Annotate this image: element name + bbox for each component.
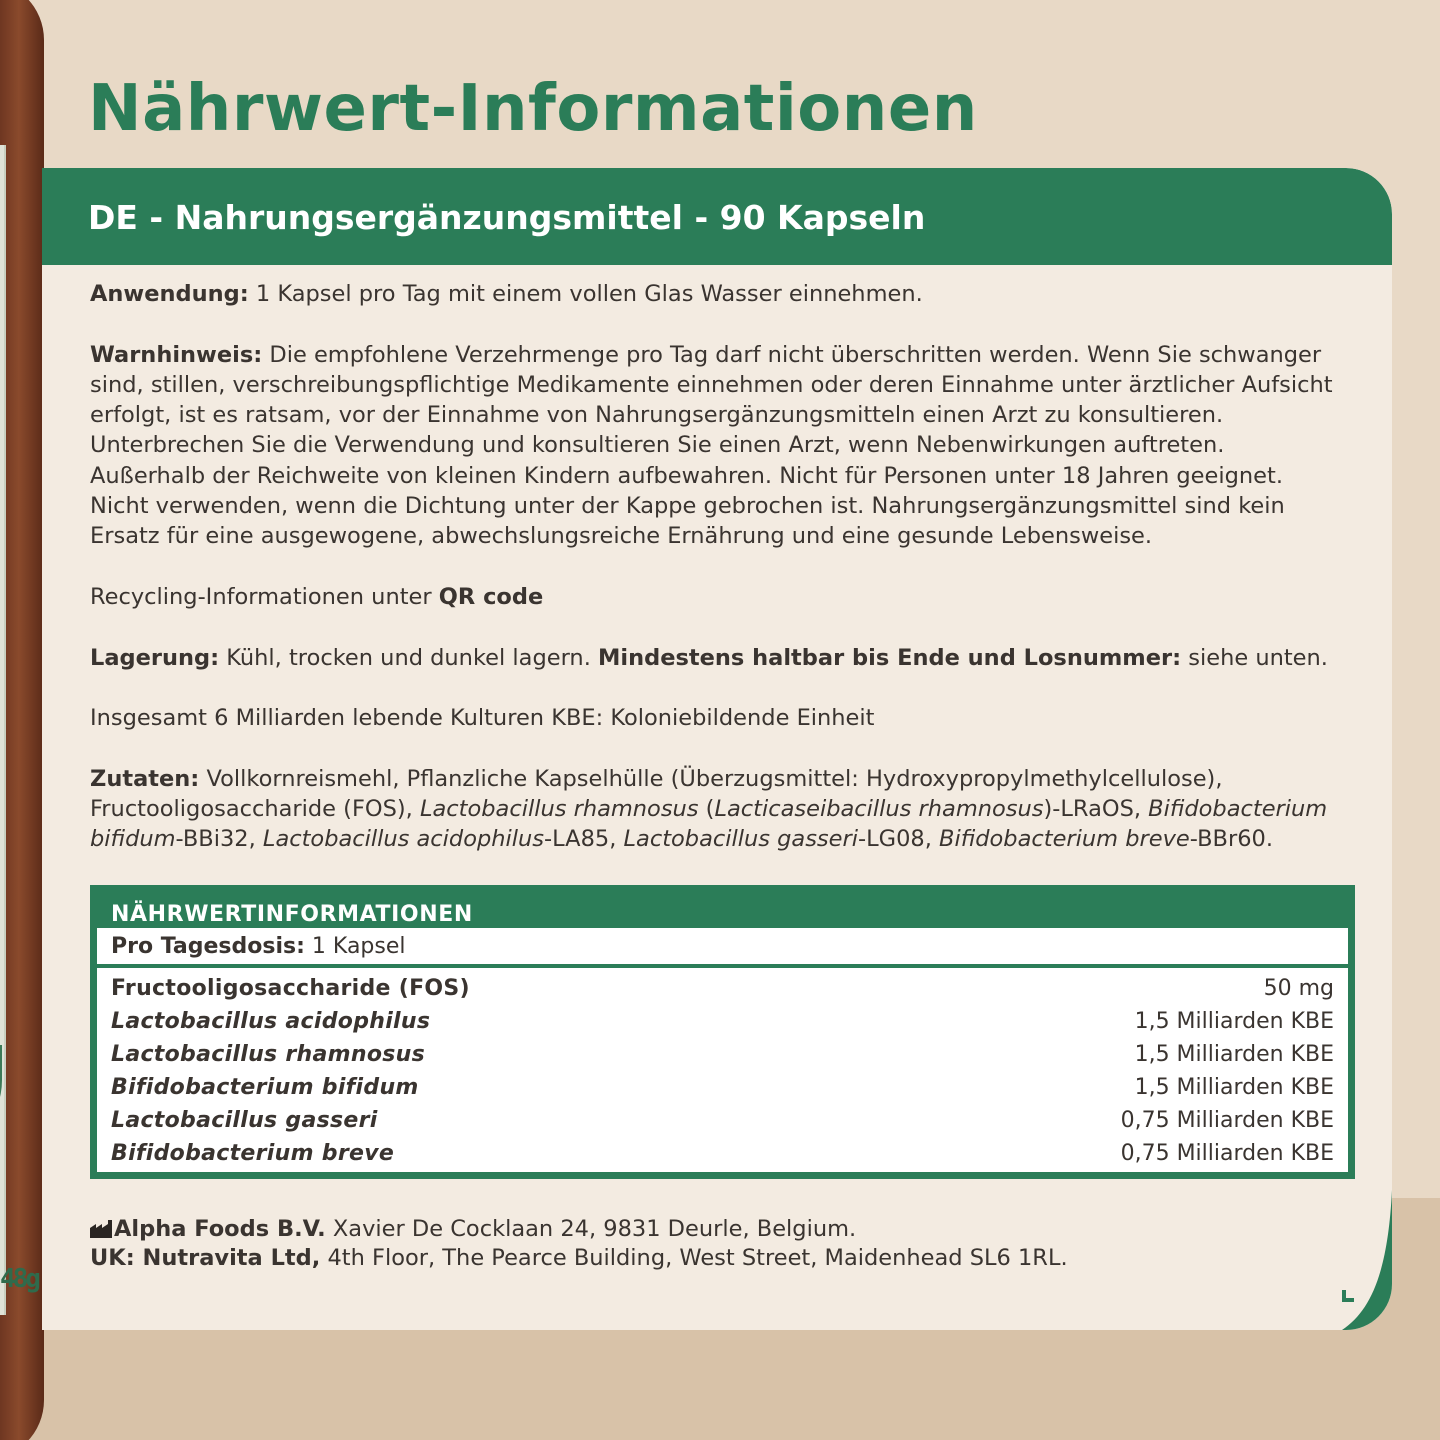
zutaten-text: -BBi32, [175, 826, 263, 853]
zutaten-text: -BBr60. [1189, 826, 1274, 853]
nutrient-value: 0,75 Milliarden KBE [1120, 1140, 1334, 1166]
table-row [111, 972, 1334, 1005]
serving-label: Pro Tagesdosis: [111, 933, 305, 959]
nutrient-value: 50 mg [1263, 975, 1334, 1001]
anwendung-paragraph [90, 279, 1346, 309]
arrow-icon [1340, 1282, 1362, 1304]
zutaten-paragraph [90, 764, 1346, 855]
zutaten-text: -LA85, [544, 826, 624, 853]
zutaten-species: Lactobacillus acidophilus [262, 826, 545, 853]
uk-address: 4th Floor, The Pearce Building, West Street, Maidenhead SL6 1RL. [320, 1244, 1068, 1271]
lagerung-text: Kühl, trocken und dunkel lagern. [219, 644, 598, 671]
table-row [111, 1104, 1334, 1137]
zutaten-species: Lactobacillus rhamnosus [419, 796, 699, 823]
table-row [111, 1137, 1334, 1170]
zutaten-species: Bifidobacterium breve [939, 826, 1190, 853]
table-row [111, 1038, 1334, 1071]
bottle-label [0, 145, 6, 1315]
zutaten-text: ( [698, 796, 715, 823]
warn-text: Die empfohlene Verzehrmenge pro Tag darf nicht überschritten werden. Wenn Sie schwanger sind, stillen, verschreibungspflichtige Medikamente einnehmen oder deren Einnahme unter ärztlicher Aufsicht erfolgt, ist es ratsam, vor der Einnahme von Nahrungsergänzungsmitteln einen Arzt zu konsultieren. Unterbrechen Sie die Verwendung und konsultieren Sie einen Arzt, wenn Nebenwirkungen auftreten. Außerhalb der Reichweite von kleinen Kindern aufbewahren. Nicht für Personen unter 18 Jahren geeignet. Nicht verwenden, wenn die Dichtung unter der Kappe gebrochen ist. Nahrungsergänzungsmittel sind kein Ersatz für eine ausgewogene, abwechslungsreiche Ernährung und eine gesunde Lebensweise. [90, 341, 1333, 550]
recycling-text: Recycling-Informationen unter [90, 583, 439, 610]
anwendung-label: Anwendung: [90, 281, 249, 307]
zutaten-text: -LG08, [858, 826, 940, 853]
zutaten-species: Bifidobacterium bifidum [90, 796, 1328, 853]
lagerung-label: Lagerung: [90, 644, 220, 671]
table-row [111, 1005, 1334, 1038]
address-block [90, 1215, 1346, 1273]
anwendung-text: 1 Kapsel pro Tag mit einem vollen Glas Wasser einnehmen. [248, 281, 923, 307]
kulturen-paragraph: Insgesamt 6 Milliarden lebende Kulturen KBE: Koloniebildende Einheit [90, 705, 875, 732]
card-body [42, 265, 1392, 1273]
nutrition-serving [97, 928, 1348, 964]
zutaten-species: Lacticaseibacillus rhamnosus [714, 796, 1044, 823]
nutrition-rows [97, 968, 1348, 1172]
mhd-text: siehe unten. [1181, 644, 1328, 671]
nutrient-name: Lactobacillus rhamnosus [111, 1041, 426, 1067]
uk-line [90, 1244, 1346, 1273]
table-row [111, 1071, 1334, 1104]
nutrient-name: Lactobacillus acidophilus [111, 1008, 431, 1034]
qr-code-label: QR code [438, 583, 544, 610]
nutrient-value: 0,75 Milliarden KBE [1120, 1107, 1334, 1133]
zutaten-text: )-LRaOS, [1043, 796, 1149, 823]
nutrition-table [90, 885, 1355, 1179]
nutrient-value: 1,5 Milliarden KBE [1134, 1041, 1334, 1067]
nutrient-value: 1,5 Milliarden KBE [1134, 1008, 1334, 1034]
mhd-label: Mindestens haltbar bis Ende und Losnummer: [598, 644, 1182, 671]
zutaten-text: Vollkornreismehl, Pflanzliche Kapselhülle (Überzugsmittel: Hydroxypropylmethylcellulose), Fructooligosaccharide (FOS), [90, 765, 1223, 823]
zutaten-label: Zutaten: [90, 765, 200, 792]
company-address: Xavier De Cocklaan 24, 9831 Deurle, Belgium. [325, 1215, 857, 1242]
nutrient-value: 1,5 Milliarden KBE [1134, 1074, 1334, 1100]
info-card [42, 168, 1392, 1330]
warn-label: Warnhinweis: [90, 341, 263, 368]
nutrition-heading: NÄHRWERTINFORMATIONEN [111, 901, 473, 927]
serving-value: 1 Kapsel [304, 933, 406, 959]
warnhinweis-paragraph [90, 340, 1346, 552]
company-line [90, 1215, 1346, 1244]
nutrient-name: Bifidobacterium breve [111, 1140, 395, 1166]
page-title: Nährwert-Informationen [88, 72, 978, 146]
zutaten-species: Lactobacillus gasseri [623, 826, 858, 853]
nutrient-name: Lactobacillus gasseri [111, 1107, 378, 1133]
card-header: DE - Nahrungsergänzungsmittel - 90 Kapseln [42, 168, 1392, 265]
bottle-weight: 48g [0, 1264, 38, 1294]
corner-swoosh [1272, 1190, 1392, 1330]
uk-company: UK: Nutravita Ltd, [90, 1244, 321, 1271]
nutrient-name: Bifidobacterium bifidum [111, 1074, 419, 1100]
factory-icon [90, 1220, 114, 1238]
company-name: Alpha Foods B.V. [114, 1215, 326, 1242]
leaf-icon [0, 1045, 2, 1115]
nutrient-name: Fructooligosaccharide (FOS) [111, 975, 470, 1001]
recycling-paragraph [90, 582, 1346, 612]
bottle-edge [0, 0, 44, 1440]
lagerung-paragraph [90, 643, 1346, 673]
